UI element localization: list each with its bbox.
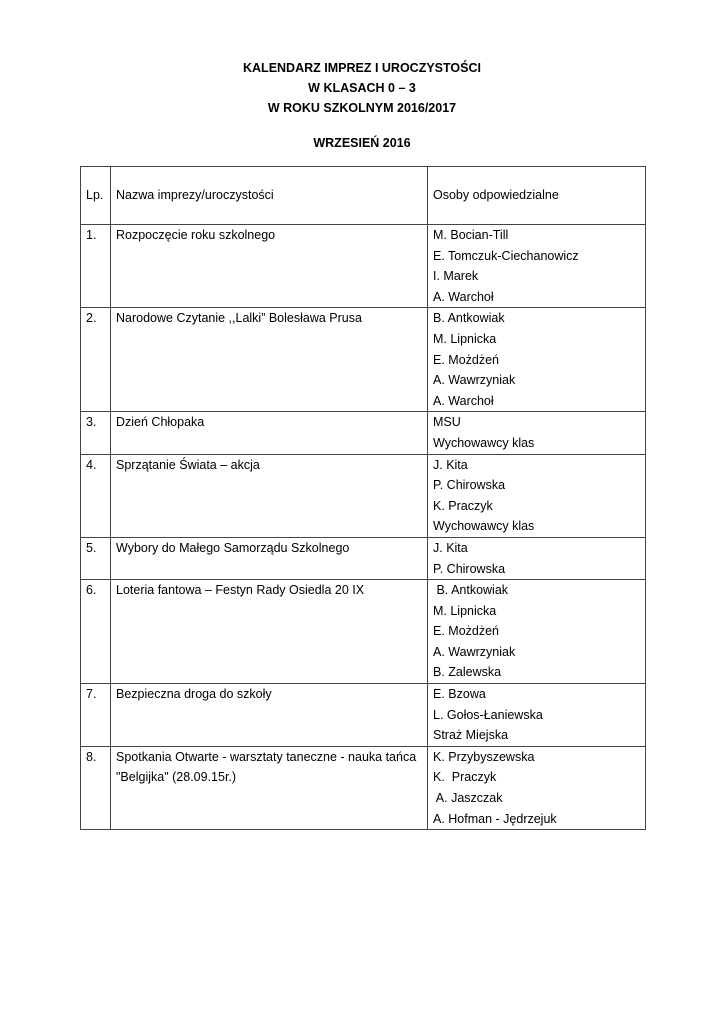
responsible-person: A. Hofman - Jędrzejuk — [433, 811, 557, 826]
responsible-people — [428, 684, 646, 747]
column-header-name: Nazwa imprezy/uroczystości — [111, 167, 428, 225]
title-line-2: W KLASACH 0 – 3 — [308, 81, 416, 95]
row-number: 5. — [81, 537, 111, 579]
event-name — [111, 684, 428, 747]
event-name — [111, 225, 428, 308]
event-name-text: Narodowe Czytanie ,,Lalki” Bolesława Prusa — [116, 311, 362, 326]
event-name — [111, 454, 428, 537]
table-row — [81, 746, 646, 829]
responsible-person: A. Jaszczak — [433, 791, 503, 806]
responsible-person: L. Gołos-Łaniewska — [433, 707, 543, 722]
responsible-person: E. Możdżeń — [433, 624, 500, 639]
responsible-people — [428, 537, 646, 579]
column-header-people: Osoby odpowiedzialne — [428, 167, 646, 225]
document-title — [0, 58, 724, 118]
table-row — [81, 580, 646, 684]
responsible-person: I. Marek — [433, 269, 479, 284]
responsible-person: A. Wawrzyniak — [433, 644, 516, 659]
responsible-person: K. Przybyszewska — [433, 749, 535, 764]
row-number: 7. — [81, 684, 111, 747]
table-row — [81, 454, 646, 537]
title-line-1: KALENDARZ IMPREZ I UROCZYSTOŚCI — [243, 61, 481, 75]
responsible-person: B. Antkowiak — [433, 583, 509, 598]
row-number: 4. — [81, 454, 111, 537]
responsible-person: E. Możdżeń — [433, 352, 500, 367]
responsible-person: M. Lipnicka — [433, 603, 497, 618]
responsible-people — [428, 308, 646, 412]
responsible-person: J. Kita — [433, 540, 468, 555]
responsible-person: E. Tomczuk-Ciechanowicz — [433, 248, 579, 263]
events-table — [80, 166, 646, 830]
responsible-people — [428, 225, 646, 308]
row-number: 3. — [81, 412, 111, 454]
responsible-person: A. Warchoł — [433, 393, 494, 408]
responsible-person: B. Antkowiak — [433, 311, 505, 326]
event-name — [111, 580, 428, 684]
month-heading: WRZESIEŃ 2016 — [313, 136, 411, 150]
row-number: 6. — [81, 580, 111, 684]
event-name — [111, 537, 428, 579]
table-row — [81, 225, 646, 308]
responsible-person: Straż Miejska — [433, 728, 509, 743]
responsible-people — [428, 580, 646, 684]
responsible-person: Wychowawcy klas — [433, 435, 535, 450]
table-row — [81, 412, 646, 454]
row-number: 8. — [81, 746, 111, 829]
row-number: 2. — [81, 308, 111, 412]
responsible-person: B. Zalewska — [433, 665, 502, 680]
table-row — [81, 684, 646, 747]
responsible-person: A. Wawrzyniak — [433, 373, 516, 388]
responsible-people — [428, 746, 646, 829]
responsible-person: P. Chirowska — [433, 478, 506, 493]
responsible-person: M. Lipnicka — [433, 331, 497, 346]
event-name-text: Sprzątanie Świata – akcja — [116, 457, 260, 472]
event-name — [111, 412, 428, 454]
event-name-text: Dzień Chłopaka — [116, 415, 205, 430]
responsible-person: E. Bzowa — [433, 687, 486, 702]
table-row — [81, 537, 646, 579]
responsible-person: M. Bocian-Till — [433, 228, 509, 242]
responsible-person: K. Praczyk — [433, 770, 497, 785]
event-name — [111, 308, 428, 412]
table-header-row — [81, 167, 646, 225]
responsible-person: A. Warchoł — [433, 289, 494, 304]
event-name — [111, 746, 428, 829]
column-header-lp: Lp. — [81, 167, 111, 225]
table-body — [81, 225, 646, 830]
responsible-person: MSU — [433, 415, 461, 430]
event-name-text: Loteria fantowa – Festyn Rady Osiedla 20 IX — [116, 583, 365, 598]
table-row — [81, 308, 646, 412]
responsible-person: J. Kita — [433, 457, 468, 472]
event-name-text: Rozpoczęcie roku szkolnego — [116, 228, 276, 242]
responsible-people — [428, 412, 646, 454]
title-line-3: W ROKU SZKOLNYM 2016/2017 — [267, 101, 457, 115]
event-name-text: Spotkania Otwarte - warsztaty taneczne - nauka tańca "Belgijka" (28.09.15r.) — [116, 749, 417, 785]
event-name-text: Bezpieczna droga do szkoły — [116, 687, 272, 702]
responsible-person: Wychowawcy klas — [433, 519, 535, 534]
responsible-person: K. Praczyk — [433, 498, 493, 513]
row-number: 1. — [81, 225, 111, 308]
event-name-text: Wybory do Małego Samorządu Szkolnego — [116, 540, 350, 555]
responsible-person: P. Chirowska — [433, 561, 506, 576]
responsible-people — [428, 454, 646, 537]
